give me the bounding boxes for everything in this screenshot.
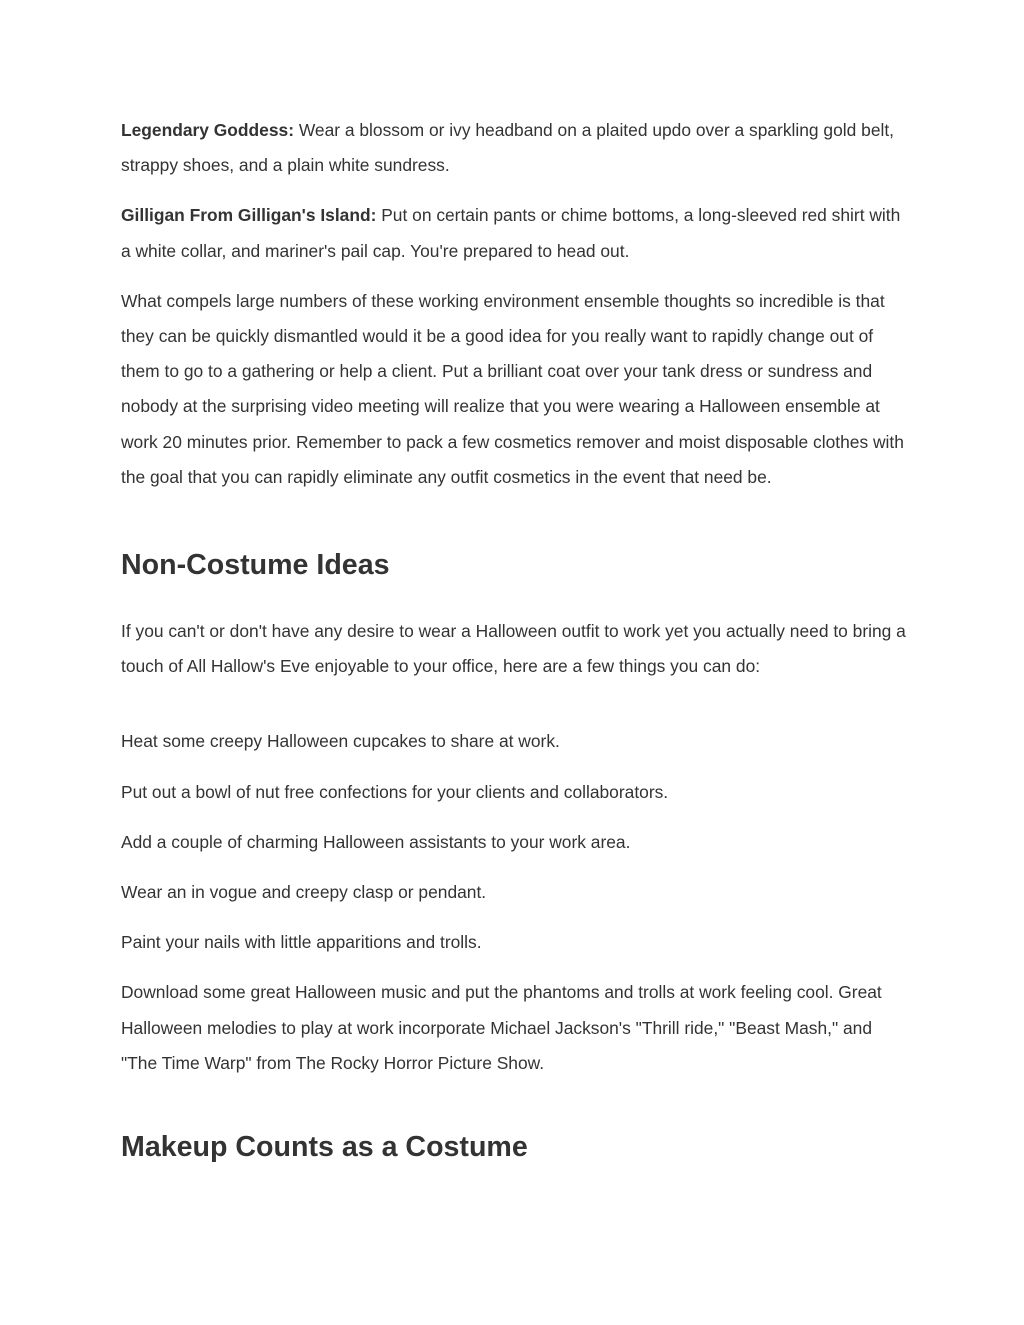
heading-makeup-counts: Makeup Counts as a Costume bbox=[121, 1131, 528, 1164]
list-item: Put out a bowl of nut free confections for your clients and collaborators. bbox=[121, 781, 669, 802]
list-item: Download some great Halloween music and put the phantoms and trolls at work feeling cool. Great Halloween melodies to play at work incorporate Michael Jackson's "Thrill ride," "Beast Mash," and "The Time Warp" from The Rocky Horror Picture Show. bbox=[121, 982, 882, 1073]
term-legendary-goddess: Legendary Goddess: bbox=[121, 120, 294, 140]
paragraph-legendary-goddess bbox=[121, 113, 911, 183]
heading-non-costume-ideas: Non-Costume Ideas bbox=[121, 549, 390, 582]
document-page bbox=[121, 113, 911, 1165]
text-legendary-goddess: Wear a blossom or ivy headband on a plaited updo over a sparkling gold belt, strappy shoes, and a plain white sundress. bbox=[121, 120, 895, 176]
list-item: Heat some creepy Halloween cupcakes to share at work. bbox=[121, 731, 560, 752]
list-item: Add a couple of charming Halloween assistants to your work area. bbox=[121, 831, 631, 852]
paragraph-non-costume-intro: If you can't or don't have any desire to wear a Halloween outfit to work yet you actually need to bring a touch of All Hallow's Eve enjoyable to your office, here are a few things you can do: bbox=[121, 621, 906, 677]
paragraph-gilligan bbox=[121, 198, 911, 268]
paragraph-what-compels: What compels large numbers of these working environment ensemble thoughts so incredible is that they can be quickly dismantled would it be a good idea for you really want to rapidly change out of them to go to a gathering or help a client. Put a brilliant coat over your tank dress or sundress and nobody at the surprising video meeting will realize that you were wearing a Halloween ensemble at work 20 minutes prior. Remember to pack a few cosmetics remover and moist disposable clothes with the goal that you can rapidly eliminate any outfit cosmetics in the event that need be. bbox=[121, 290, 904, 487]
term-gilligan: Gilligan From Gilligan's Island: bbox=[121, 205, 377, 226]
text-gilligan: Put on certain pants or chime bottoms, a long-sleeved red shirt with a white collar, and mariner's pail cap. You're prepared to head out. bbox=[121, 205, 901, 261]
list-item: Paint your nails with little apparitions and trolls. bbox=[121, 932, 482, 953]
list-item: Wear an in vogue and creepy clasp or pendant. bbox=[121, 882, 487, 903]
